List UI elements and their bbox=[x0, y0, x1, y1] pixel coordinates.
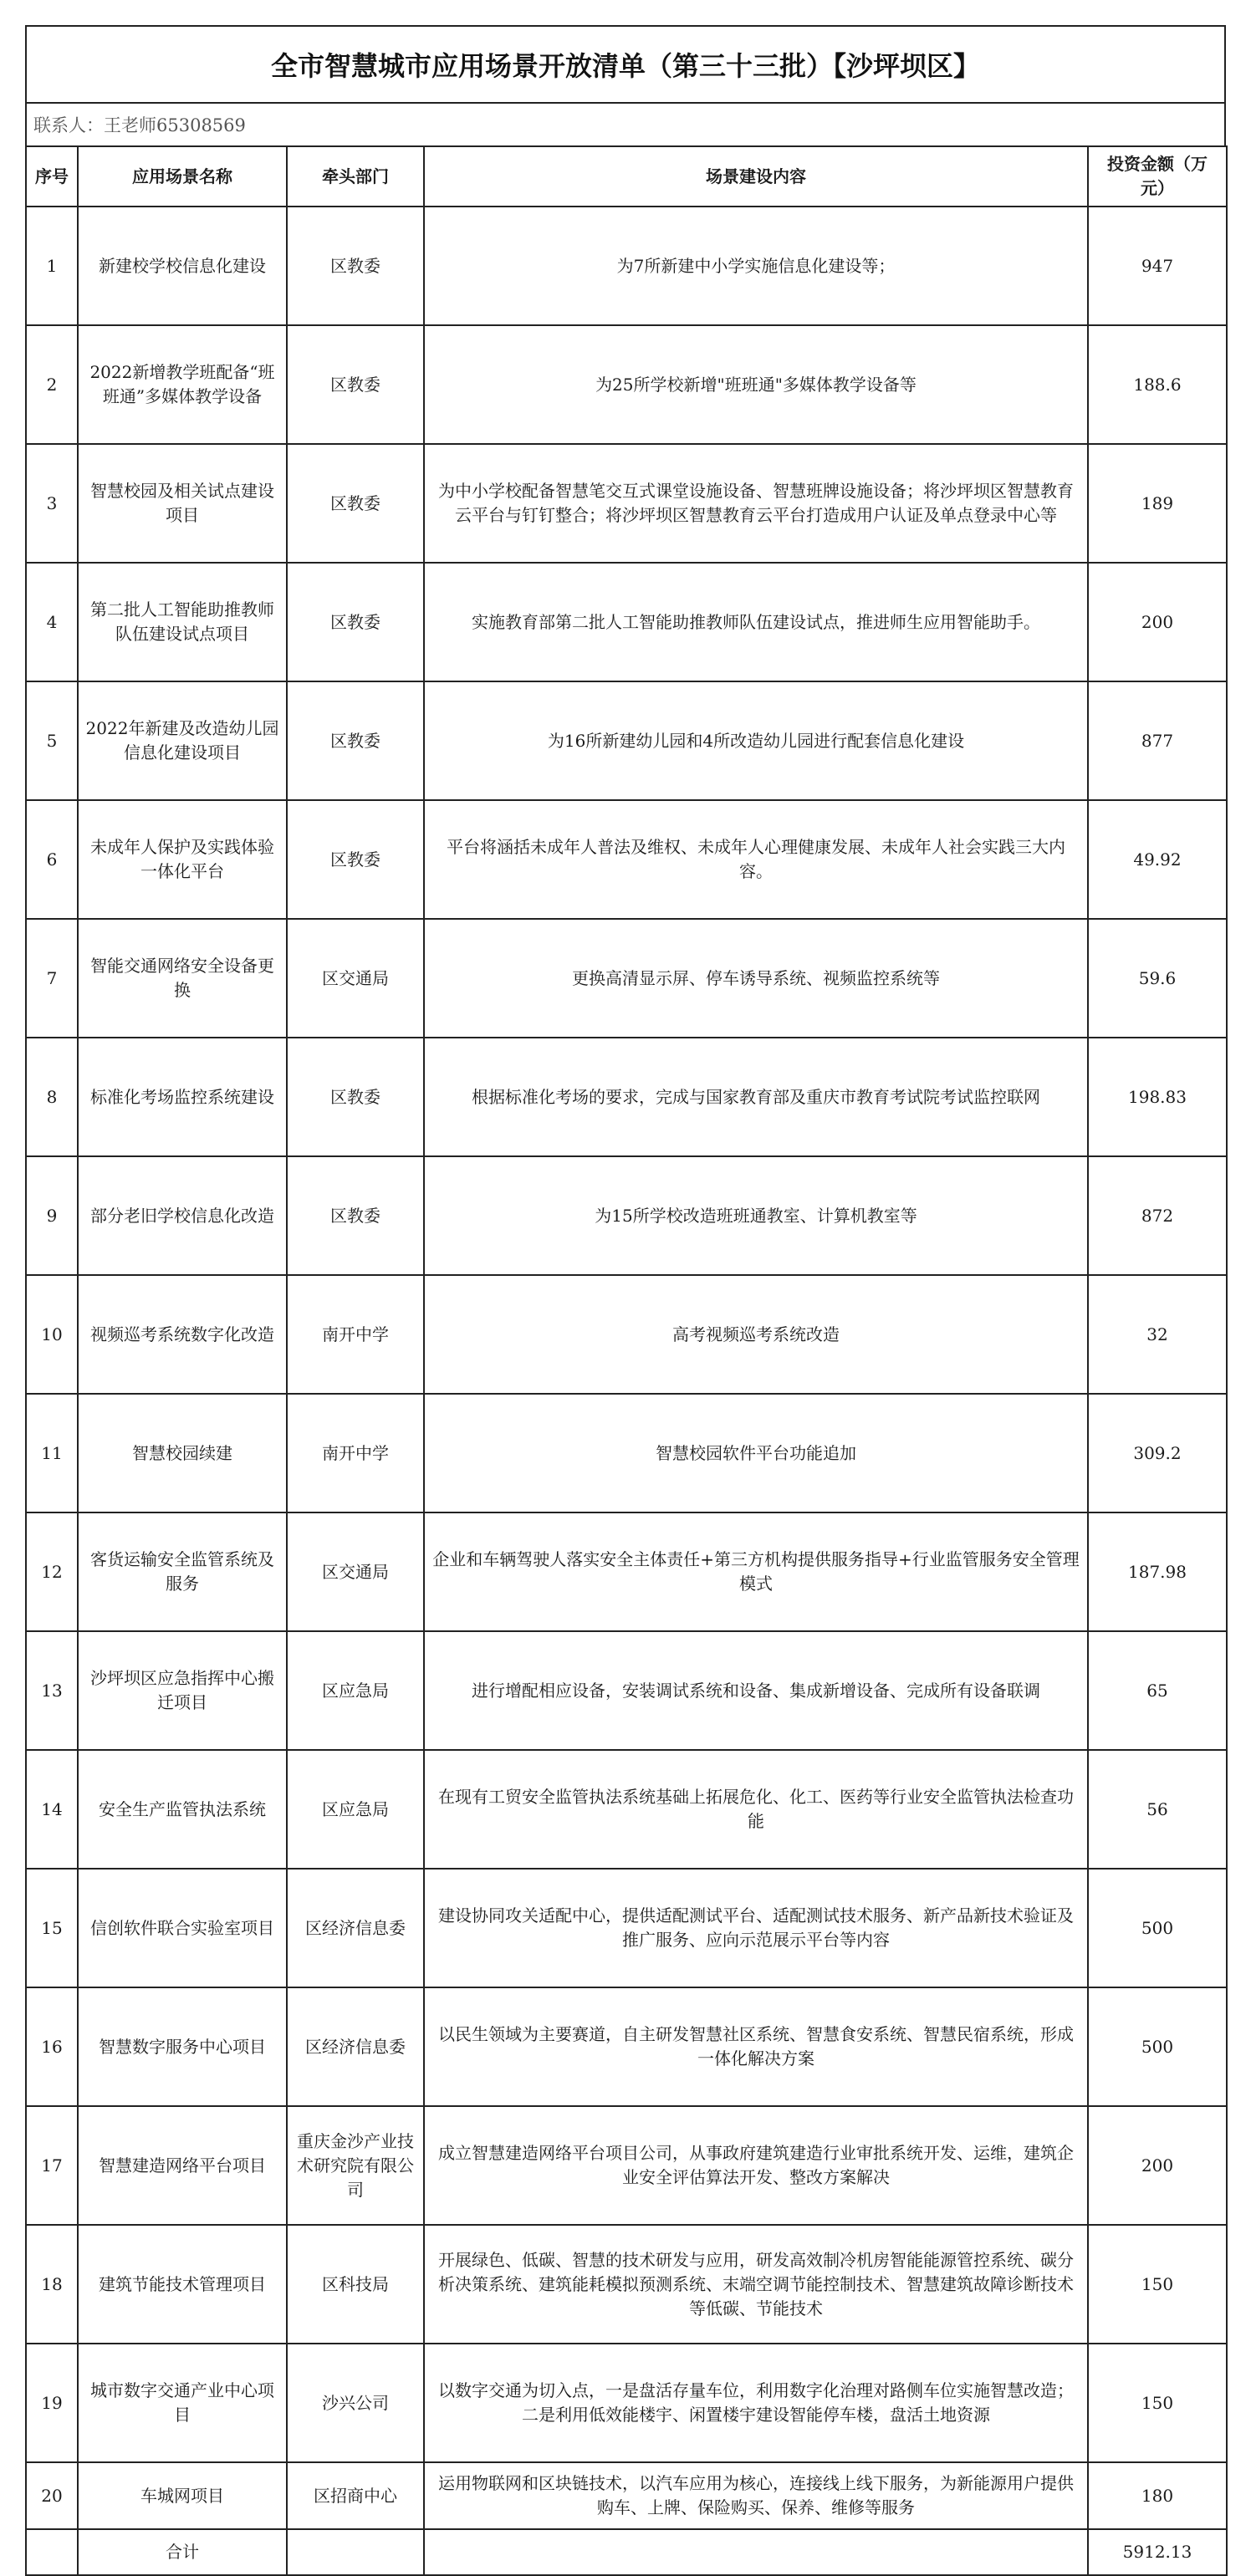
header-seq: 序号 bbox=[26, 146, 78, 207]
cell-name: 未成年人保护及实践体验一体化平台 bbox=[78, 800, 287, 919]
table-row bbox=[26, 919, 1227, 1038]
cell-name: 信创软件联合实验室项目 bbox=[78, 1869, 287, 1987]
table-row bbox=[26, 1869, 1227, 1987]
cell-amount: 65 bbox=[1088, 1631, 1227, 1750]
table-row bbox=[26, 1512, 1227, 1631]
cell-content: 为15所学校改造班班通教室、计算机教室等 bbox=[424, 1156, 1088, 1275]
table-row bbox=[26, 2225, 1227, 2344]
cell-seq: 5 bbox=[26, 681, 78, 800]
table-row bbox=[26, 2462, 1227, 2529]
cell-seq: 4 bbox=[26, 563, 78, 681]
cell-content: 为25所学校新增"班班通"多媒体教学设备等 bbox=[424, 325, 1088, 444]
total-amount: 5912.13 bbox=[1088, 2529, 1227, 2575]
cell-seq: 8 bbox=[26, 1038, 78, 1156]
cell-content: 在现有工贸安全监管执法系统基础上拓展危化、化工、医药等行业安全监管执法检查功能 bbox=[424, 1750, 1088, 1869]
document-title: 全市智慧城市应用场景开放清单（第三十三批）【沙坪坝区】 bbox=[25, 25, 1226, 104]
cell-seq: 15 bbox=[26, 1869, 78, 1987]
cell-content: 为中小学校配备智慧笔交互式课堂设施设备、智慧班牌设施设备；将沙坪坝区智慧教育云平台与钉钉整合；将沙坪坝区智慧教育云平台打造成用户认证及单点登录中心等 bbox=[424, 444, 1088, 563]
cell-content: 为7所新建中小学实施信息化建设等； bbox=[424, 207, 1088, 325]
cell-content: 为16所新建幼儿园和4所改造幼儿园进行配套信息化建设 bbox=[424, 681, 1088, 800]
table-row bbox=[26, 207, 1227, 325]
cell-name: 视频巡考系统数字化改造 bbox=[78, 1275, 287, 1394]
cell-seq: 7 bbox=[26, 919, 78, 1038]
cell-name: 第二批人工智能助推教师队伍建设试点项目 bbox=[78, 563, 287, 681]
cell-dept: 南开中学 bbox=[287, 1275, 424, 1394]
cell-name: 智慧校园续建 bbox=[78, 1394, 287, 1512]
table-row bbox=[26, 2106, 1227, 2225]
table-row bbox=[26, 1987, 1227, 2106]
cell-name: 智慧校园及相关试点建设项目 bbox=[78, 444, 287, 563]
header-name: 应用场景名称 bbox=[78, 146, 287, 207]
cell-name: 智慧数字服务中心项目 bbox=[78, 1987, 287, 2106]
cell-seq: 6 bbox=[26, 800, 78, 919]
cell-name: 安全生产监管执法系统 bbox=[78, 1750, 287, 1869]
cell-content: 智慧校园软件平台功能追加 bbox=[424, 1394, 1088, 1512]
cell-name: 沙坪坝区应急指挥中心搬迁项目 bbox=[78, 1631, 287, 1750]
cell-seq: 19 bbox=[26, 2344, 78, 2462]
total-content-cell bbox=[424, 2529, 1088, 2575]
cell-name: 建筑节能技术管理项目 bbox=[78, 2225, 287, 2344]
table-row bbox=[26, 1394, 1227, 1512]
table-header-row bbox=[26, 146, 1227, 207]
header-amount: 投资金额（万元） bbox=[1088, 146, 1227, 207]
scenario-table bbox=[25, 145, 1228, 2576]
cell-seq: 14 bbox=[26, 1750, 78, 1869]
cell-dept: 区招商中心 bbox=[287, 2462, 424, 2529]
cell-dept: 区交通局 bbox=[287, 1512, 424, 1631]
cell-content: 建设协同攻关适配中心，提供适配测试平台、适配测试技术服务、新产品新技术验证及推广服务、应向示范展示平台等内容 bbox=[424, 1869, 1088, 1987]
total-label: 合计 bbox=[78, 2529, 287, 2575]
document-sheet bbox=[25, 25, 1226, 2576]
total-seq-cell bbox=[26, 2529, 78, 2575]
cell-content: 以民生领域为主要赛道，自主研发智慧社区系统、智慧食安系统、智慧民宿系统，形成一体化解决方案 bbox=[424, 1987, 1088, 2106]
cell-seq: 3 bbox=[26, 444, 78, 563]
cell-dept: 沙兴公司 bbox=[287, 2344, 424, 2462]
cell-dept: 区经济信息委 bbox=[287, 1987, 424, 2106]
cell-name: 标准化考场监控系统建设 bbox=[78, 1038, 287, 1156]
table-row bbox=[26, 1631, 1227, 1750]
cell-dept: 区教委 bbox=[287, 207, 424, 325]
table-row bbox=[26, 2344, 1227, 2462]
cell-name: 城市数字交通产业中心项目 bbox=[78, 2344, 287, 2462]
cell-dept: 区应急局 bbox=[287, 1631, 424, 1750]
cell-amount: 32 bbox=[1088, 1275, 1227, 1394]
cell-seq: 18 bbox=[26, 2225, 78, 2344]
cell-content: 更换高清显示屏、停车诱导系统、视频监控系统等 bbox=[424, 919, 1088, 1038]
cell-amount: 947 bbox=[1088, 207, 1227, 325]
cell-amount: 198.83 bbox=[1088, 1038, 1227, 1156]
cell-name: 车城网项目 bbox=[78, 2462, 287, 2529]
cell-seq: 11 bbox=[26, 1394, 78, 1512]
cell-name: 2022新增教学班配备“班班通”多媒体教学设备 bbox=[78, 325, 287, 444]
table-row bbox=[26, 681, 1227, 800]
cell-dept: 区应急局 bbox=[287, 1750, 424, 1869]
cell-amount: 59.6 bbox=[1088, 919, 1227, 1038]
cell-seq: 1 bbox=[26, 207, 78, 325]
cell-content: 平台将涵括未成年人普法及维权、未成年人心理健康发展、未成年人社会实践三大内容。 bbox=[424, 800, 1088, 919]
cell-content: 开展绿色、低碳、智慧的技术研发与应用，研发高效制冷机房智能能源管控系统、碳分析决策系统、建筑能耗模拟预测系统、末端空调节能控制技术、智慧建筑故障诊断技术等低碳、节能技术 bbox=[424, 2225, 1088, 2344]
cell-amount: 200 bbox=[1088, 2106, 1227, 2225]
cell-seq: 9 bbox=[26, 1156, 78, 1275]
cell-content: 以数字交通为切入点，一是盘活存量车位，利用数字化治理对路侧车位实施智慧改造；二是利用低效能楼宇、闲置楼宇建设智能停车楼，盘活土地资源 bbox=[424, 2344, 1088, 2462]
header-content: 场景建设内容 bbox=[424, 146, 1088, 207]
table-row bbox=[26, 563, 1227, 681]
cell-dept: 区教委 bbox=[287, 563, 424, 681]
cell-name: 智慧建造网络平台项目 bbox=[78, 2106, 287, 2225]
cell-dept: 区交通局 bbox=[287, 919, 424, 1038]
table-row bbox=[26, 1038, 1227, 1156]
cell-amount: 188.6 bbox=[1088, 325, 1227, 444]
cell-seq: 17 bbox=[26, 2106, 78, 2225]
cell-dept: 区教委 bbox=[287, 1038, 424, 1156]
cell-seq: 10 bbox=[26, 1275, 78, 1394]
cell-dept: 区教委 bbox=[287, 444, 424, 563]
total-dept-cell bbox=[287, 2529, 424, 2575]
cell-dept: 区科技局 bbox=[287, 2225, 424, 2344]
cell-amount: 500 bbox=[1088, 1869, 1227, 1987]
table-row bbox=[26, 325, 1227, 444]
cell-seq: 13 bbox=[26, 1631, 78, 1750]
cell-amount: 872 bbox=[1088, 1156, 1227, 1275]
table-row bbox=[26, 1275, 1227, 1394]
cell-name: 智能交通网络安全设备更换 bbox=[78, 919, 287, 1038]
header-dept: 牵头部门 bbox=[287, 146, 424, 207]
cell-amount: 180 bbox=[1088, 2462, 1227, 2529]
cell-seq: 20 bbox=[26, 2462, 78, 2529]
table-row bbox=[26, 800, 1227, 919]
cell-content: 实施教育部第二批人工智能助推教师队伍建设试点，推进师生应用智能助手。 bbox=[424, 563, 1088, 681]
table-row bbox=[26, 1750, 1227, 1869]
cell-dept: 区经济信息委 bbox=[287, 1869, 424, 1987]
cell-dept: 区教委 bbox=[287, 325, 424, 444]
cell-amount: 200 bbox=[1088, 563, 1227, 681]
cell-amount: 309.2 bbox=[1088, 1394, 1227, 1512]
cell-content: 根据标准化考场的要求，完成与国家教育部及重庆市教育考试院考试监控联网 bbox=[424, 1038, 1088, 1156]
cell-amount: 500 bbox=[1088, 1987, 1227, 2106]
cell-dept: 区教委 bbox=[287, 681, 424, 800]
cell-dept: 区教委 bbox=[287, 800, 424, 919]
total-row bbox=[26, 2529, 1227, 2575]
cell-dept: 南开中学 bbox=[287, 1394, 424, 1512]
cell-amount: 56 bbox=[1088, 1750, 1227, 1869]
cell-dept: 区教委 bbox=[287, 1156, 424, 1275]
cell-seq: 2 bbox=[26, 325, 78, 444]
cell-name: 2022年新建及改造幼儿园信息化建设项目 bbox=[78, 681, 287, 800]
cell-amount: 189 bbox=[1088, 444, 1227, 563]
cell-amount: 187.98 bbox=[1088, 1512, 1227, 1631]
cell-content: 运用物联网和区块链技术，以汽车应用为核心，连接线上线下服务，为新能源用户提供购车、上牌、保险购买、保养、维修等服务 bbox=[424, 2462, 1088, 2529]
cell-name: 客货运输安全监管系统及服务 bbox=[78, 1512, 287, 1631]
cell-amount: 150 bbox=[1088, 2225, 1227, 2344]
cell-content: 成立智慧建造网络平台项目公司，从事政府建筑建造行业审批系统开发、运维，建筑企业安全评估算法开发、整改方案解决 bbox=[424, 2106, 1088, 2225]
cell-content: 企业和车辆驾驶人落实安全主体责任+第三方机构提供服务指导+行业监管服务安全管理模式 bbox=[424, 1512, 1088, 1631]
cell-amount: 49.92 bbox=[1088, 800, 1227, 919]
cell-amount: 877 bbox=[1088, 681, 1227, 800]
cell-dept: 重庆金沙产业技术研究院有限公司 bbox=[287, 2106, 424, 2225]
cell-name: 部分老旧学校信息化改造 bbox=[78, 1156, 287, 1275]
cell-amount: 150 bbox=[1088, 2344, 1227, 2462]
table-row bbox=[26, 444, 1227, 563]
cell-name: 新建校学校信息化建设 bbox=[78, 207, 287, 325]
cell-content: 高考视频巡考系统改造 bbox=[424, 1275, 1088, 1394]
contact-line: 联系人：王老师65308569 bbox=[25, 104, 1226, 145]
table-body bbox=[26, 207, 1227, 2529]
table-row bbox=[26, 1156, 1227, 1275]
cell-seq: 16 bbox=[26, 1987, 78, 2106]
cell-seq: 12 bbox=[26, 1512, 78, 1631]
cell-content: 进行增配相应设备，安装调试系统和设备、集成新增设备、完成所有设备联调 bbox=[424, 1631, 1088, 1750]
